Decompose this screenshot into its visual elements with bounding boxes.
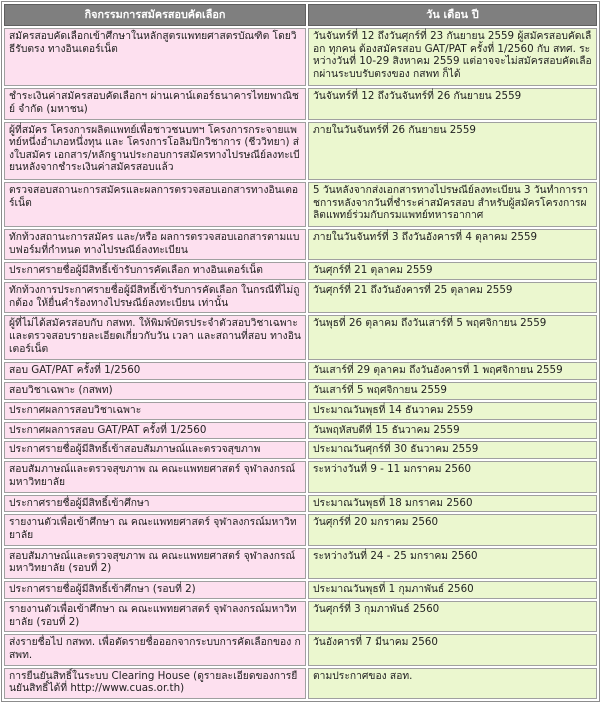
activity-column-header: กิจกรรมการสมัครสอบคัดเลือก [4, 4, 306, 26]
date-cell: ประมาณวันพุธที่ 18 มกราคม 2560 [308, 495, 597, 513]
table-row [4, 28, 597, 86]
activity-cell: สมัครสอบคัดเลือกเข้าศึกษาในหลักสูตรแพทยศาสตรบัณฑิต โดยวิธีรับตรง ทางอินเตอร์เน็ต [4, 28, 306, 86]
table-row [4, 461, 597, 492]
date-cell: ประมาณวันศุกร์ที่ 30 ธันวาคม 2559 [308, 441, 597, 459]
table-row [4, 581, 597, 599]
date-cell: ประมาณวันพุธที่ 1 กุมภาพันธ์ 2560 [308, 581, 597, 599]
table-row [4, 362, 597, 380]
date-cell: ภายในวันจันทร์ที่ 3 ถึงวันอังคารที่ 4 ตุลาคม 2559 [308, 229, 597, 260]
activity-cell: ทักท้วงการประกาศรายชื่อผู้มีสิทธิ์เข้ารับการคัดเลือก ในกรณีที่ไม่ถูกต้อง ให้ยื่นคำร้องทางไปรษณีย์ลงทะเบียน เท่านั้น [4, 282, 306, 313]
date-cell: ประมาณวันพุธที่ 14 ธันวาคม 2559 [308, 402, 597, 420]
date-cell: ภายในวันจันทร์ที่ 26 กันยายน 2559 [308, 122, 597, 180]
activity-cell: ชำระเงินค่าสมัครสอบคัดเลือกฯ ผ่านเคาน์เตอร์ธนาคารไทยพาณิชย์ จำกัด (มหาชน) [4, 88, 306, 119]
table-row [4, 514, 597, 545]
date-cell: วันจันทร์ที่ 12 ถึงวันศุกร์ที่ 23 กันยายน 2559 ผู้สมัครสอบคัดเลือก ทุกคน ต้องสมัครสอบ GAT/PAT ครั้งที่ 1/2560 กับ สทศ. ระหว่างวันที่ 10-29 สิงหาคม 2559 แต่อาจจะไม่สมัครสอบคัดเลือกผ่านระบบรับตรงของ กสพท ก็ได้ [308, 28, 597, 86]
activity-cell: ผู้ที่ไม่ได้สมัครสอบกับ กสพท. ให้พิมพ์บัตรประจำตัวสอบวิชาเฉพาะและตรวจสอบรายละเอียดเกี่ยวกับวัน เวลา และสถานที่สอบ ทางอินเตอร์เน็ต [4, 315, 306, 360]
date-cell: วันศุกร์ที่ 21 ตุลาคม 2559 [308, 262, 597, 280]
table-row [4, 668, 597, 699]
activity-cell: สอบสัมภาษณ์และตรวจสุขภาพ ณ คณะแพทยศาสตร์ จุฬาลงกรณ์มหาวิทยาลัย [4, 461, 306, 492]
table-row [4, 229, 597, 260]
date-cell: วันอังคารที่ 7 มีนาคม 2560 [308, 634, 597, 665]
table-row [4, 441, 597, 459]
table-body [4, 28, 597, 699]
date-cell: วันพฤหัสบดีที่ 15 ธันวาคม 2559 [308, 422, 597, 440]
activity-cell: ประกาศรายชื่อผู้มีสิทธิ์เข้าสอบสัมภาษณ์และตรวจสุขภาพ [4, 441, 306, 459]
table-row [4, 88, 597, 119]
activity-cell: สอบ GAT/PAT ครั้งที่ 1/2560 [4, 362, 306, 380]
date-cell: ระหว่างวันที่ 9 - 11 มกราคม 2560 [308, 461, 597, 492]
date-cell: วันเสาร์ที่ 29 ตุลาคม ถึงวันอังคารที่ 1 พฤศจิกายน 2559 [308, 362, 597, 380]
table-row [4, 495, 597, 513]
activity-cell: ประกาศรายชื่อผู้มีสิทธิ์เข้าศึกษา (รอบที่ 2) [4, 581, 306, 599]
table-row [4, 422, 597, 440]
date-column-header: วัน เดือน ปี [308, 4, 597, 26]
table-row [4, 402, 597, 420]
activity-cell: สอบวิชาเฉพาะ (กสพท) [4, 382, 306, 400]
table-row [4, 382, 597, 400]
activity-cell: ประกาศผลการสอบ GAT/PAT ครั้งที่ 1/2560 [4, 422, 306, 440]
date-cell: 5 วันหลังจากส่งเอกสารทางไปรษณีย์ลงทะเบียน 3 วันทำการราชการหลังจากวันที่ชำระค่าสมัครสอบ สำหรับผู้สมัครโครงการผลิตแพทย์ร่วมกับกรมแพทย์ทหารอากาศ [308, 182, 597, 227]
date-cell: ตามประกาศของ สอท. [308, 668, 597, 699]
date-cell: วันเสาร์ที่ 5 พฤศจิกายน 2559 [308, 382, 597, 400]
table-row [4, 262, 597, 280]
date-cell: ระหว่างวันที่ 24 - 25 มกราคม 2560 [308, 548, 597, 579]
activity-cell: รายงานตัวเพื่อเข้าศึกษา ณ คณะแพทยศาสตร์ จุฬาลงกรณ์มหาวิทยาลัย (รอบที่ 2) [4, 601, 306, 632]
activity-cell: รายงานตัวเพื่อเข้าศึกษา ณ คณะแพทยศาสตร์ จุฬาลงกรณ์มหาวิทยาลัย [4, 514, 306, 545]
date-cell: วันศุกร์ที่ 20 มกราคม 2560 [308, 514, 597, 545]
table-header-row [4, 4, 597, 26]
table-row [4, 315, 597, 360]
admission-schedule-table [1, 1, 600, 702]
activity-cell: ประกาศผลการสอบวิชาเฉพาะ [4, 402, 306, 420]
table-row [4, 601, 597, 632]
date-cell: วันพุธที่ 26 ตุลาคม ถึงวันเสาร์ที่ 5 พฤศจิกายน 2559 [308, 315, 597, 360]
activity-cell: ตรวจสอบสถานะการสมัครและผลการตรวจสอบเอกสารทางอินเตอร์เน็ต [4, 182, 306, 227]
table-row [4, 122, 597, 180]
date-cell: วันจันทร์ที่ 12 ถึงวันจันทร์ที่ 26 กันยายน 2559 [308, 88, 597, 119]
table-row [4, 282, 597, 313]
activity-cell: การยืนยันสิทธิ์ในระบบ Clearing House (ดูรายละเอียดของการยืนยันสิทธิ์ได้ที่ http://www.cuas.or.th) [4, 668, 306, 699]
activity-cell: ประกาศรายชื่อผู้มีสิทธิ์เข้าศึกษา [4, 495, 306, 513]
table-row [4, 182, 597, 227]
table-row [4, 634, 597, 665]
activity-cell: สอบสัมภาษณ์และตรวจสุขภาพ ณ คณะแพทยศาสตร์ จุฬาลงกรณ์มหาวิทยาลัย (รอบที่ 2) [4, 548, 306, 579]
activity-cell: ทักท้วงสถานะการสมัคร และ/หรือ ผลการตรวจสอบเอกสารตามแบบฟอร์มที่กำหนด ทางไปรษณีย์ลงทะเบียน [4, 229, 306, 260]
activity-cell: ผู้ที่สมัคร โครงการผลิตแพทย์เพื่อชาวชนบทฯ โครงการกระจายแพทย์หนึ่งอำเภอหนึ่งทุน และ โครงการโอลิมปิกวิชาการ (ชีววิทยา) ส่งใบสมัคร เอกสาร/หลักฐานประกอบการสมัครทางไปรษณีย์ลงทะเบียนหลังจากชำระเงินค่าสมัครสอบแล้ว [4, 122, 306, 180]
date-cell: วันศุกร์ที่ 3 กุมภาพันธ์ 2560 [308, 601, 597, 632]
activity-cell: ส่งรายชื่อไป กสพท. เพื่อตัดรายชื่อออกจากระบบการคัดเลือกของ กสพท. [4, 634, 306, 665]
activity-cell: ประกาศรายชื่อผู้มีสิทธิ์เข้ารับการคัดเลือก ทางอินเตอร์เน็ต [4, 262, 306, 280]
date-cell: วันศุกร์ที่ 21 ถึงวันอังคารที่ 25 ตุลาคม 2559 [308, 282, 597, 313]
table-row [4, 548, 597, 579]
